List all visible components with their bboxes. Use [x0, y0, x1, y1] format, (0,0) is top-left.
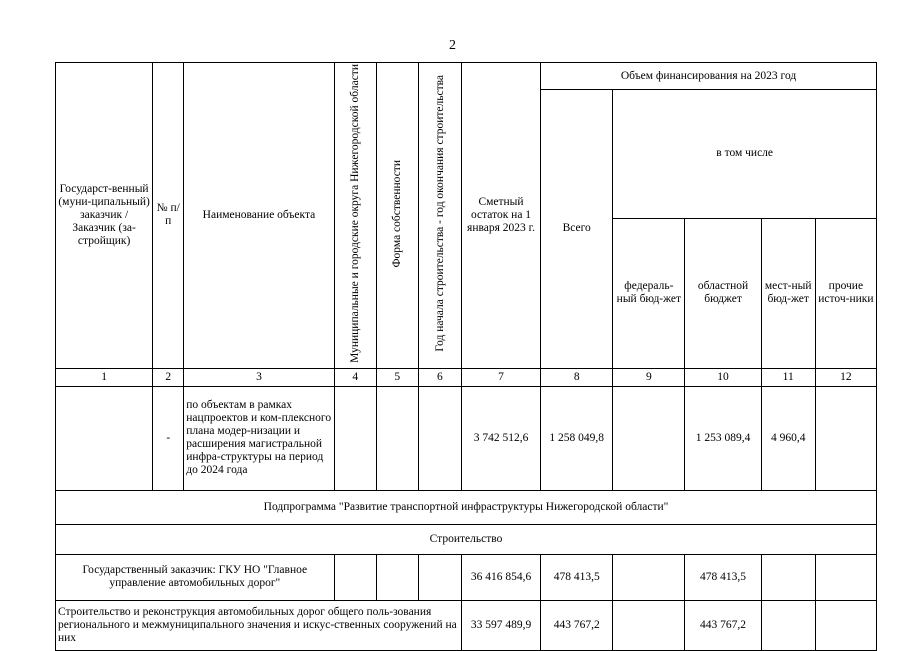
cell-local: 4 960,4 — [761, 386, 815, 490]
cell-other — [815, 554, 876, 600]
cell-construction-label: Строительство и реконструкция автомобильных дорог общего поль-зования регионального и межмуниципального значения и искус-ственных сооружений на них — [56, 600, 462, 650]
column-numbers-row — [56, 368, 877, 386]
cell-other — [815, 600, 876, 650]
cell-federal — [613, 600, 685, 650]
col-number: 6 — [418, 368, 461, 386]
col-number: 5 — [376, 368, 418, 386]
header-local: мест-ный бюд-жет — [761, 218, 815, 368]
cell-balance: 36 416 854,6 — [461, 554, 540, 600]
header-balance: Сметный остаток на 1 января 2023 г. — [461, 63, 540, 369]
header-customer: Государст-венный (муни-ципальный) заказчик / Заказчик (за-стройщик) — [56, 63, 153, 369]
table-row — [56, 600, 877, 650]
cell-local — [761, 554, 815, 600]
col-number: 10 — [685, 368, 761, 386]
col-number: 3 — [184, 368, 334, 386]
cell-federal — [613, 554, 685, 600]
cell-regional: 443 767,2 — [685, 600, 761, 650]
cell-total: 1 258 049,8 — [541, 386, 613, 490]
cell-balance: 33 597 489,9 — [461, 600, 540, 650]
header-total: Всего — [541, 90, 613, 369]
cell-object-name: по объектам в рамках нацпроектов и ком-плексного плана модер-низации и расширения магистральной инфра-структуры на период до 2024 года — [184, 386, 334, 490]
cell-customer — [56, 386, 153, 490]
header-federal: федераль-ный бюд-жет — [613, 218, 685, 368]
cell-districts — [334, 386, 376, 490]
cell-number: - — [153, 386, 184, 490]
col-number: 11 — [761, 368, 815, 386]
header-object-name: Наименование объекта — [184, 63, 334, 369]
cell-total: 478 413,5 — [541, 554, 613, 600]
header-other: прочие источ-ники — [815, 218, 876, 368]
cell-other — [815, 386, 876, 490]
header-districts: Муниципальные и городские округа Нижегородской области — [334, 63, 376, 369]
table-row — [56, 386, 877, 490]
table-row — [56, 554, 877, 600]
cell-districts — [334, 554, 376, 600]
cell-ownership — [376, 386, 418, 490]
col-number: 2 — [153, 368, 184, 386]
cell-years — [418, 554, 461, 600]
col-number: 4 — [334, 368, 376, 386]
cell-total: 443 767,2 — [541, 600, 613, 650]
col-number: 9 — [613, 368, 685, 386]
cell-regional: 478 413,5 — [685, 554, 761, 600]
cell-customer-label: Государственный заказчик: ГКУ НО "Главное управление автомобильных дорог" — [56, 554, 335, 600]
cell-federal — [613, 386, 685, 490]
cell-local — [761, 600, 815, 650]
subprogram-heading: Подпрограмма "Развитие транспортной инфраструктуры Нижегородской области" — [56, 490, 877, 524]
header-financing: Объем финансирования на 2023 год — [541, 63, 877, 90]
col-number: 7 — [461, 368, 540, 386]
header-number: № п/п — [153, 63, 184, 369]
cell-ownership — [376, 554, 418, 600]
header-including: в том числе — [613, 90, 877, 219]
col-number: 8 — [541, 368, 613, 386]
page-number: 2 — [449, 38, 456, 53]
header-ownership: Форма собственности — [376, 63, 418, 369]
col-number: 12 — [815, 368, 876, 386]
financing-table — [55, 62, 877, 651]
cell-years — [418, 386, 461, 490]
cell-balance: 3 742 512,6 — [461, 386, 540, 490]
section-heading: Строительство — [56, 524, 877, 554]
header-years: Год начала строительства - год окончания строительства — [418, 63, 461, 369]
header-regional: областной бюджет — [685, 218, 761, 368]
col-number: 1 — [56, 368, 153, 386]
cell-regional: 1 253 089,4 — [685, 386, 761, 490]
